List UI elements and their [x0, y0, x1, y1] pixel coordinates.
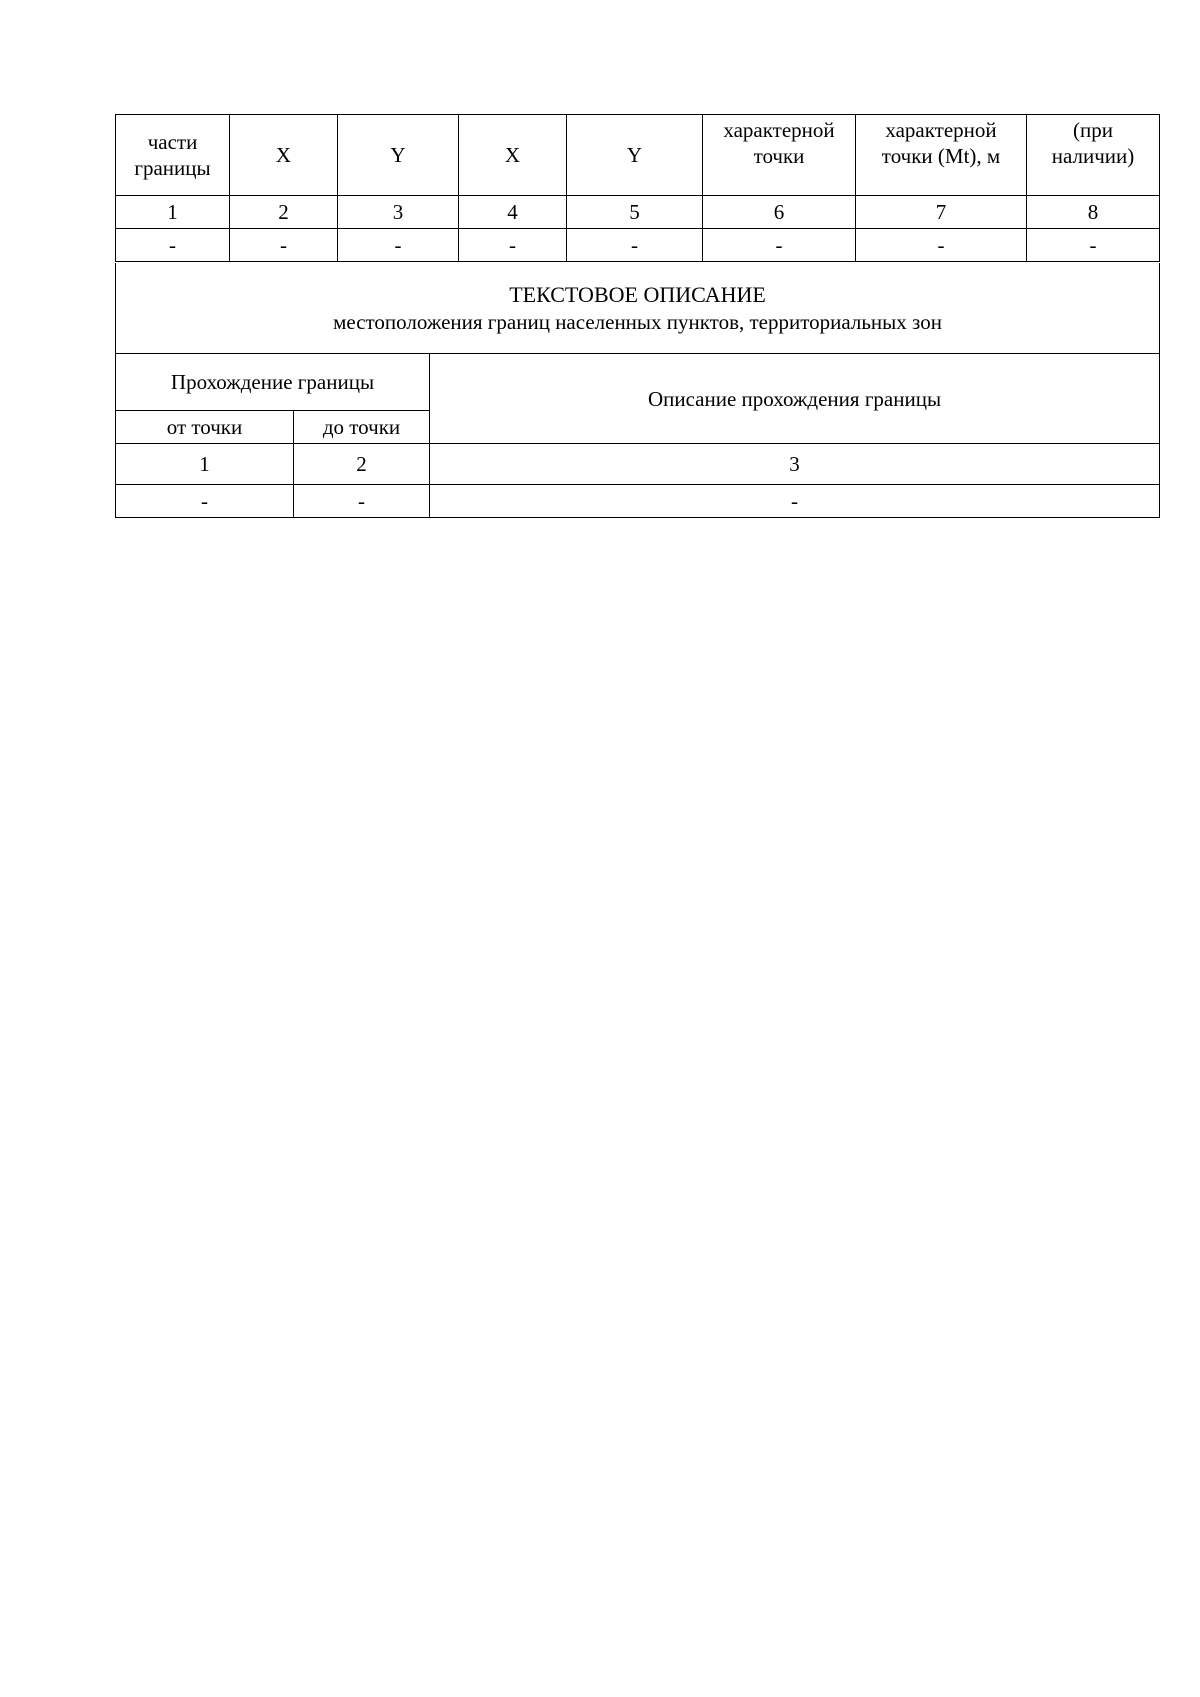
table-cell: -	[459, 229, 567, 262]
column-number: 4	[459, 196, 567, 229]
header-cell: характерной точки	[703, 115, 856, 196]
table-cell: -	[230, 229, 338, 262]
header-cell: (при наличии)	[1027, 115, 1160, 196]
table-cell: -	[116, 485, 294, 518]
description-title-row	[116, 263, 1160, 354]
table-cell: -	[856, 229, 1027, 262]
column-number: 7	[856, 196, 1027, 229]
header-cell: Y	[338, 115, 459, 196]
header-cell: X	[459, 115, 567, 196]
header-cell: Y	[567, 115, 703, 196]
column-number: 5	[567, 196, 703, 229]
column-number: 6	[703, 196, 856, 229]
table-cell: -	[294, 485, 430, 518]
column-number: 1	[116, 196, 230, 229]
column-number-row	[116, 196, 1160, 229]
table-cell: -	[703, 229, 856, 262]
column-number: 3	[430, 444, 1160, 485]
description-subtitle: местоположения границ населенных пунктов, территориальных зон	[333, 309, 942, 334]
table-row	[116, 485, 1160, 518]
column-number: 8	[1027, 196, 1160, 229]
table-cell: -	[430, 485, 1160, 518]
table-cell: -	[116, 229, 230, 262]
column-number-row	[116, 444, 1160, 485]
from-point-header: от точки	[116, 411, 294, 444]
table-cell: -	[338, 229, 459, 262]
header-cell: части границы	[116, 115, 230, 196]
boundary-description-table	[115, 263, 1160, 518]
table-cell: -	[1027, 229, 1160, 262]
column-number: 3	[338, 196, 459, 229]
to-point-header: до точки	[294, 411, 430, 444]
description-title: ТЕКСТОВОЕ ОПИСАНИЕ	[509, 281, 766, 307]
passage-header: Прохождение границы	[116, 354, 430, 411]
header-cell: X	[230, 115, 338, 196]
header-cell: характерной точки (Mt), м	[856, 115, 1027, 196]
table-cell: -	[567, 229, 703, 262]
column-number: 1	[116, 444, 294, 485]
description-header-row	[116, 354, 1160, 411]
description-header: Описание прохождения границы	[430, 354, 1160, 444]
coordinates-table	[115, 114, 1160, 262]
table-row	[116, 229, 1160, 262]
description-title-cell	[116, 263, 1160, 354]
coordinates-header-row	[116, 115, 1160, 196]
column-number: 2	[294, 444, 430, 485]
column-number: 2	[230, 196, 338, 229]
